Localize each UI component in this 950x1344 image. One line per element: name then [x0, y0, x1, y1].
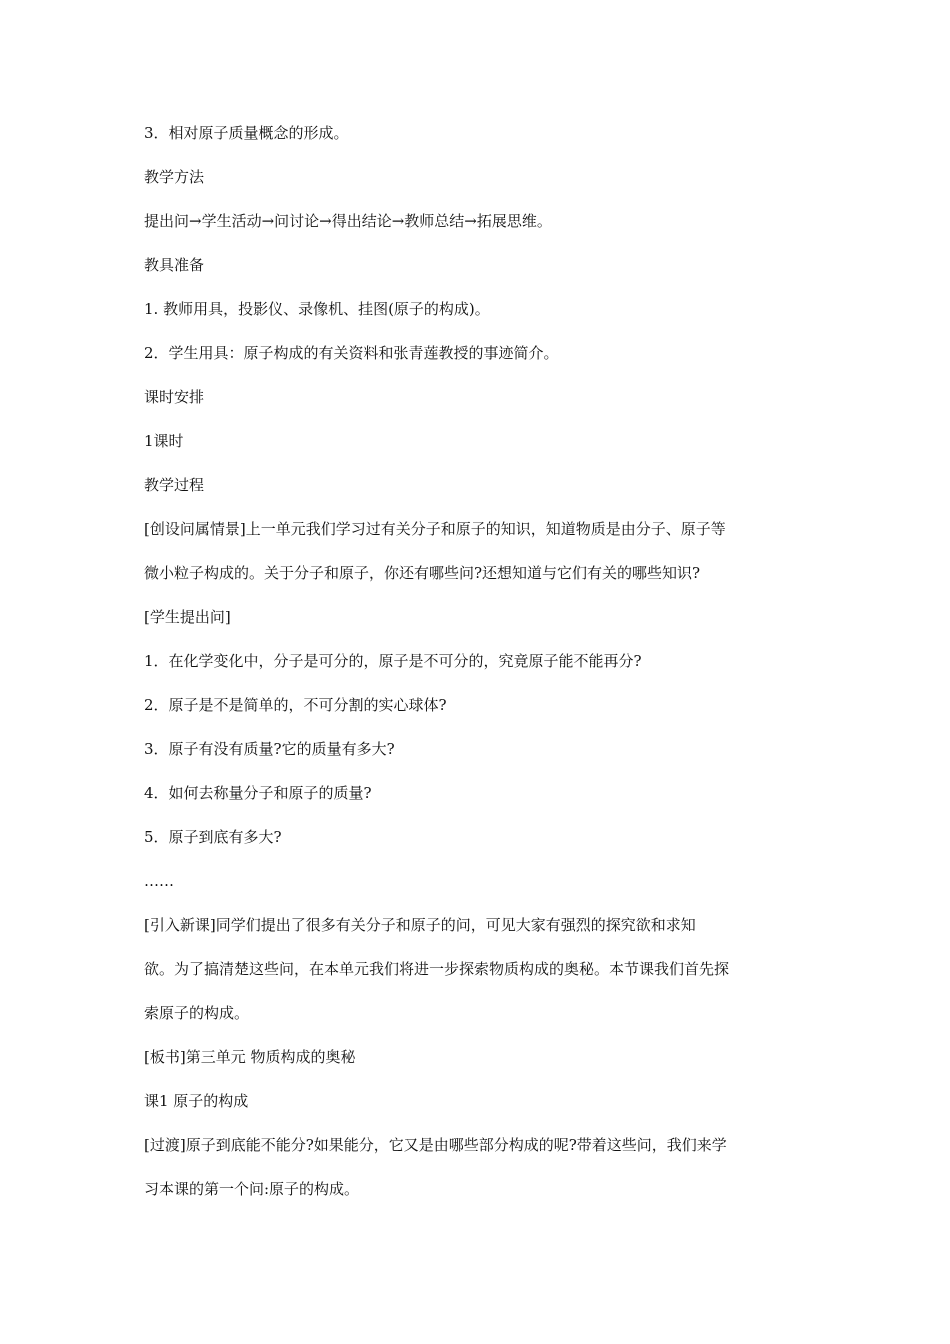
text-line: 1课时 [144, 432, 184, 450]
text-line: 3．相对原子质量概念的形成。 [144, 124, 349, 142]
text-line: [引入新课]同学们提出了很多有关分子和原子的问，可见大家有强烈的探究欲和求知 [144, 916, 696, 934]
text-line: 提出问→学生活动→问讨论→得出结论→教师总结→拓展思维。 [144, 212, 552, 230]
section-heading-process: 教学过程 [144, 476, 205, 494]
text-line: 微小粒子构成的。关于分子和原子，你还有哪些问?还想知道与它们有关的哪些知识? [144, 564, 701, 582]
text-line: 1. 教师用具，投影仪、录像机、挂图(原子的构成)。 [144, 300, 490, 318]
text-line: 索原子的构成。 [144, 1004, 250, 1022]
text-line: [创设问属情景]上一单元我们学习过有关分子和原子的知识，知道物质是由分子、原子等 [144, 520, 726, 538]
list-item: 1．在化学变化中，分子是可分的，原子是不可分的，究竟原子能不能再分? [144, 652, 642, 670]
list-item: 5．原子到底有多大? [144, 828, 282, 846]
document-body [144, 122, 814, 1200]
list-item: 2．原子是不是简单的，不可分割的实心球体? [144, 696, 447, 714]
section-heading-method: 教学方法 [144, 168, 205, 186]
list-item: 3．原子有没有质量?它的质量有多大? [144, 740, 395, 758]
section-heading-tools: 教具准备 [144, 256, 205, 274]
text-line: 2．学生用具：原子构成的有关资料和张青莲教授的事迹简介。 [144, 344, 559, 362]
text-line: [过渡]原子到底能不能分?如果能分，它又是由哪些部分构成的呢?带着这些问，我们来学 [144, 1136, 727, 1154]
section-heading-schedule: 课时安排 [144, 388, 205, 406]
list-item: 4．如何去称量分子和原子的质量? [144, 784, 372, 802]
text-line: [板书]第三单元 物质构成的奥秘 [144, 1048, 356, 1066]
text-line: 课1 原子的构成 [144, 1092, 249, 1110]
text-line: [学生提出问] [144, 608, 231, 626]
text-line: 习本课的第一个问:原子的构成。 [144, 1180, 360, 1198]
text-line: 欲。为了搞清楚这些问，在本单元我们将进一步探索物质构成的奥秘。本节课我们首先探 [144, 960, 730, 978]
ellipsis: …… [144, 872, 174, 890]
